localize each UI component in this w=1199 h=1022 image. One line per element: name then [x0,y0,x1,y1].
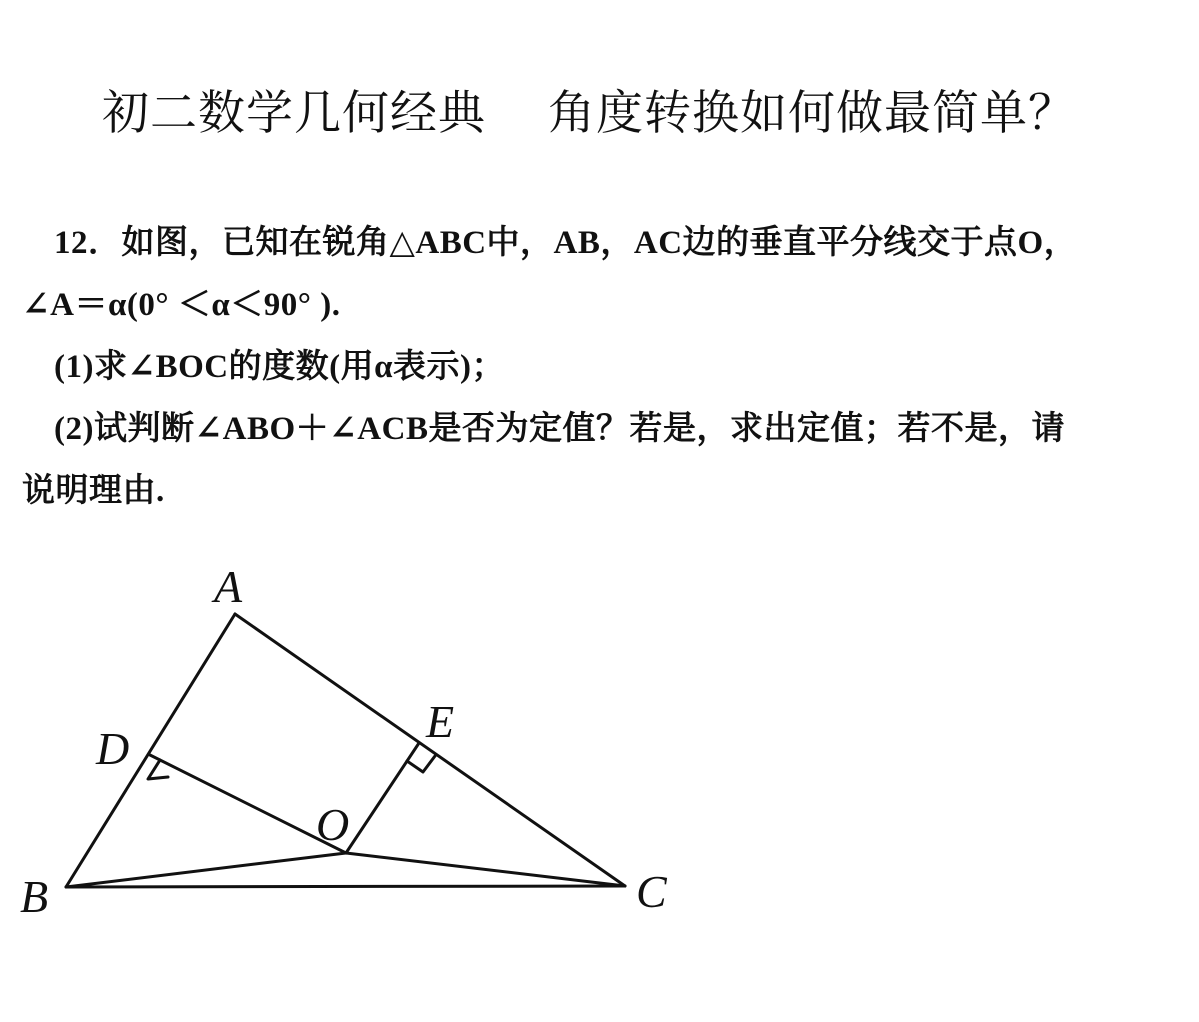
label-A: A [214,561,243,612]
question-2-line-2: 说明理由. [22,473,165,509]
label-D: D [96,723,130,774]
page-title [0,82,1199,146]
label-E: E [426,696,455,747]
label-O: O [316,799,350,850]
right-angle-mark-E [407,756,435,772]
segment-OB [66,853,346,887]
problem-text [22,212,1172,522]
segment-AC [235,614,625,886]
problem-statement-line-2: ∠A＝α(0° ＜α＜90° ). [22,287,341,323]
segment-EO [346,743,419,853]
geometry-figure [0,540,720,940]
segment-AB [66,614,235,887]
question-1: (1)求∠BOC的度数(用α表示)； [54,349,506,385]
problem-statement-line-1: 12．如图，已知在锐角△ABC中，AB，AC边的垂直平分线交于点O， [54,225,1078,261]
label-B: B [20,871,49,922]
question-2-line-1: (2)试判断∠ABO＋∠ACB是否为定值？若是，求出定值；若不是，请 [54,411,1065,447]
segment-BC [66,886,625,887]
label-C: C [636,866,667,917]
triangle-diagram [0,540,720,940]
title-part-1: 初二数学几何经典 [102,86,486,141]
title-part-2: 角度转换如何做最简单？ [548,86,1076,141]
